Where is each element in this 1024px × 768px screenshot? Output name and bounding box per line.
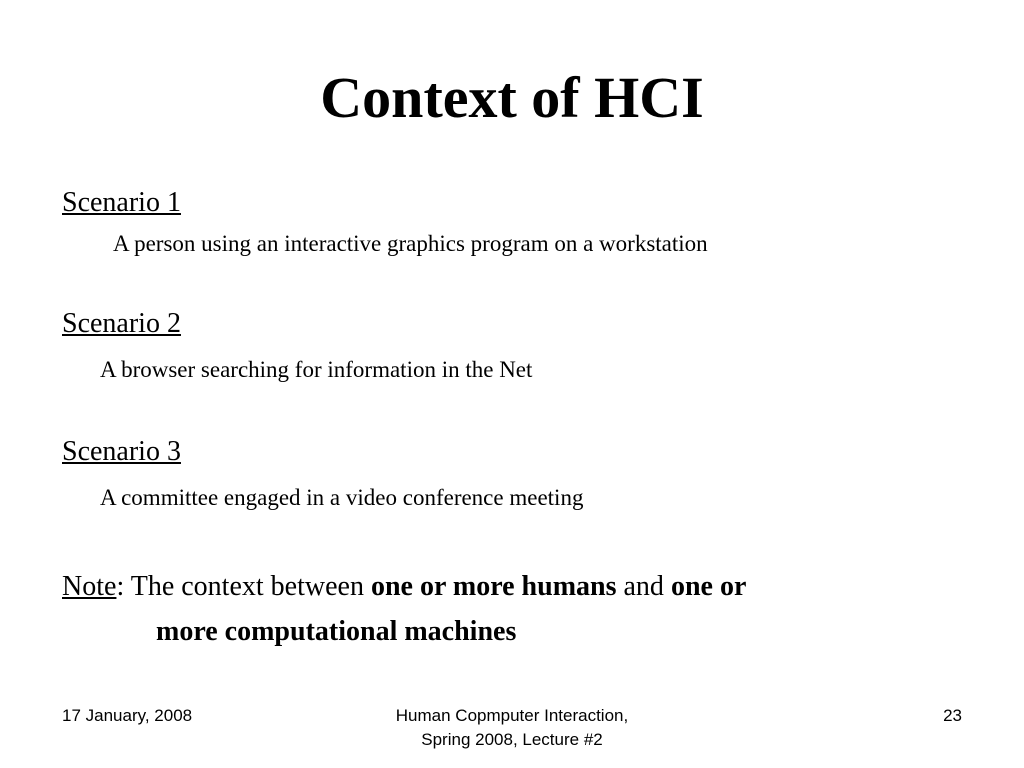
note-line-1 bbox=[62, 564, 746, 609]
note-emphasis-one-or: one or bbox=[670, 571, 747, 602]
footer-course-line-2: Spring 2008, Lecture #2 bbox=[421, 730, 603, 749]
scenario-3-heading: Scenario 3 bbox=[62, 436, 181, 467]
footer-page-number: 23 bbox=[943, 706, 962, 725]
note-line-2 bbox=[62, 609, 746, 654]
scenario-1-description: A person using an interactive graphics program on a workstation bbox=[113, 231, 708, 256]
note-middle-text: and bbox=[616, 571, 671, 602]
note-paragraph bbox=[62, 564, 746, 654]
footer-course bbox=[312, 704, 712, 752]
note-intro-text: : The context between bbox=[116, 571, 371, 602]
footer-course-line-1: Human Copmputer Interaction, bbox=[395, 706, 629, 725]
scenario-1-heading: Scenario 1 bbox=[62, 187, 181, 218]
scenario-3-description: A committee engaged in a video conference meeting bbox=[100, 485, 584, 510]
note-emphasis-machines: more computational machines bbox=[156, 616, 517, 647]
note-emphasis-humans: one or more humans bbox=[370, 571, 617, 602]
slide-title: Context of HCI bbox=[320, 65, 704, 130]
scenario-2-description: A browser searching for information in the Net bbox=[100, 357, 533, 382]
footer-date: 17 January, 2008 bbox=[62, 706, 193, 725]
scenario-2-heading: Scenario 2 bbox=[62, 308, 181, 339]
note-label: Note bbox=[62, 571, 117, 602]
